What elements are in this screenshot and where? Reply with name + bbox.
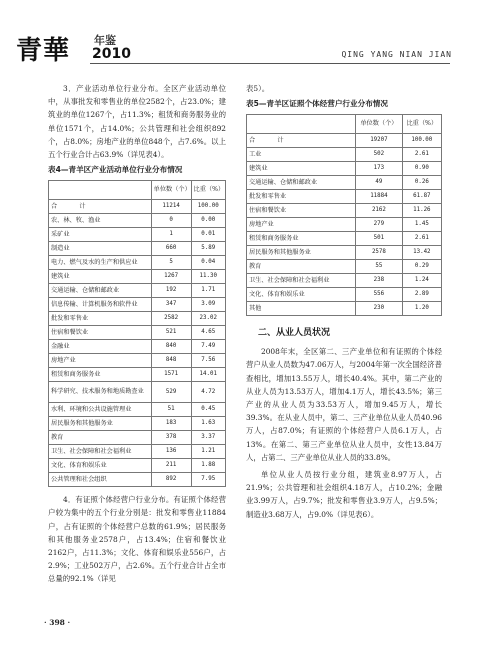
table5-count-cell: 11884: [356, 190, 402, 204]
table4-row: [49, 200, 226, 214]
table4-count-cell: 1571: [151, 368, 191, 382]
paragraph-unit-distribution: 3．产业活动单位行业分布。全区产业活动单位中，从事批发和零售业的单位2582个，占23.0%；建筑业的单位1267个，占11.3%；租赁和商务服务业的单位1571个，占14.0%；公共管理和社会组织892个，占8.0%；房地产业的单位848个，占7.6%。以上五个行业合计占63.9%（详见表4）。: [48, 84, 226, 160]
table5-count-cell: 2578: [356, 246, 402, 260]
paragraph-employees: 2008年末，全区第二、三产业单位和有证照的个体经营户从业人员数为47.06万人，与2004年第一次全国经济普查相比，增加13.55万人，增长40.4%。其中，第二产业的从业人员为13.53万人，增加4.1万人，增长43.5%；第三产业的从业人员为33.53万人，增加9.45万人，增长39.3%。在从业人员中，第二、三产业单位从业人员40.96万人，占87.0%；有证照的个体经营户人员6.1万人，占13%。在第二、第三产业单位从业人员中，女性13.84万人，占第二、三产业单位从业人员的33.8%。: [246, 347, 442, 462]
table4-header-count: 单位数（个）: [151, 181, 191, 200]
right-column: [246, 82, 442, 521]
yearbook-logo: [16, 30, 166, 66]
table5-industry-cell: 建筑业: [247, 162, 356, 176]
table4-row: [49, 417, 226, 431]
table4-ratio-cell: 7.95: [191, 473, 225, 487]
table5-industry-cell: 卫生、社会保障和社会福利业: [247, 274, 356, 288]
table4-count-cell: 529: [151, 382, 191, 403]
table5-ratio-cell: 1.45: [402, 218, 441, 232]
table5-title: 表5—青羊区证照个体经营户行业分布情况: [246, 99, 388, 109]
table5-ratio-cell: 0.90: [402, 162, 441, 176]
table5-ratio-cell: 13.42: [402, 246, 441, 260]
table4-ratio-cell: 14.01: [191, 368, 225, 382]
table4-row: [49, 270, 226, 284]
table5-count-cell: 55: [356, 260, 402, 274]
table5-count-cell: 502: [356, 148, 402, 162]
table4-ratio-cell: 0.00: [191, 214, 225, 228]
table4-count-cell: 5: [151, 256, 191, 270]
table5-row: [247, 232, 442, 246]
paragraph-continuation: 表5）。: [246, 84, 270, 93]
table5-industry-cell: 其他: [247, 302, 356, 316]
table4-count-cell: 192: [151, 284, 191, 298]
table5-industry-cell: 教育: [247, 260, 356, 274]
table4: [48, 180, 226, 487]
table4-industry-cell: 信息传输、计算机服务和软件业: [49, 298, 152, 312]
table5-ratio-cell: 2.61: [402, 148, 441, 162]
table5-ratio-cell: 61.87: [402, 190, 441, 204]
table4-industry-cell: 卫生、社会保障和社会福利业: [49, 445, 152, 459]
table4-row: [49, 354, 226, 368]
table4-ratio-cell: 1.71: [191, 284, 225, 298]
table5-industry-cell: 文化、体育和娱乐业: [247, 288, 356, 302]
table5-ratio-cell: 0.29: [402, 260, 441, 274]
table4-row: [49, 284, 226, 298]
table5-count-cell: 238: [356, 274, 402, 288]
table4-industry-cell: 制造业: [49, 242, 152, 256]
table5-row: [247, 134, 442, 148]
table4-industry-cell: 农、林、牧、渔业: [49, 214, 152, 228]
table5-industry-cell: 合 计: [247, 134, 356, 148]
logo-year: 2010: [92, 46, 131, 62]
paragraph-individual-distribution: 4．有证照个体经营户行业分布。有证照个体经营户较为集中的五个行业分别是：批发和零售业11884户，占有证照的个体经营户总数的61.9%；居民服务和其他服务业2578户，占13.4%；住宿和餐饮业2162户，占11.3%；文化、体育和娱乐业556户，占2.9%；工业502万户，占2.6%。五个行业合计占全市总量的92.1%（详见: [48, 495, 226, 584]
table5-count-cell: 501: [356, 232, 402, 246]
table4-industry-cell: 公共管理和社会组织: [49, 473, 152, 487]
table4-ratio-cell: 100.00: [191, 200, 225, 214]
table4-industry-cell: 建筑业: [49, 270, 152, 284]
table4-row: [49, 459, 226, 473]
table4-count-cell: 2582: [151, 312, 191, 326]
table5-industry-cell: 交通运输、仓储和邮政业: [247, 176, 356, 190]
table5-industry-cell: 住宿和餐饮业: [247, 204, 356, 218]
table4-ratio-cell: 11.30: [191, 270, 225, 284]
table4-count-cell: 51: [151, 403, 191, 417]
table4-ratio-cell: 5.89: [191, 242, 225, 256]
table4-ratio-cell: 3.09: [191, 298, 225, 312]
table5-row: [247, 260, 442, 274]
table4-industry-cell: 水利、环境和公共设施管理业: [49, 403, 152, 417]
table5-count-cell: 556: [356, 288, 402, 302]
table5-ratio-cell: 2.89: [402, 288, 441, 302]
table4-row: [49, 382, 226, 403]
table4-industry-cell: 房地产业: [49, 354, 152, 368]
table4-ratio-cell: 0.04: [191, 256, 225, 270]
table4-count-cell: 136: [151, 445, 191, 459]
table4-count-cell: 378: [151, 431, 191, 445]
table5-ratio-cell: 2.61: [402, 232, 441, 246]
page-number: · 398 ·: [44, 618, 71, 627]
table4-row: [49, 242, 226, 256]
table4-industry-cell: 文化、体育和娱乐业: [49, 459, 152, 473]
table5-row: [247, 176, 442, 190]
table5-row: [247, 162, 442, 176]
logo-nianjian: 年鉴: [94, 34, 116, 47]
table4-row: [49, 214, 226, 228]
table4-ratio-cell: 7.56: [191, 354, 225, 368]
table4-row: [49, 473, 226, 487]
table5-industry-cell: 工业: [247, 148, 356, 162]
table4-ratio-cell: 4.72: [191, 382, 225, 403]
table4-row: [49, 445, 226, 459]
table4-industry-cell: 租赁和商务服务业: [49, 368, 152, 382]
table4-count-cell: 892: [151, 473, 191, 487]
table4-industry-cell: 住宿和餐饮业: [49, 326, 152, 340]
table4-row: [49, 326, 226, 340]
table4-industry-cell: 居民服务和其他服务业: [49, 417, 152, 431]
table4-ratio-cell: 1.21: [191, 445, 225, 459]
table4-industry-cell: 电力、燃气及水的生产和供应业: [49, 256, 152, 270]
table5-count-cell: 173: [356, 162, 402, 176]
table4-industry-cell: 交通运输、仓储和邮政业: [49, 284, 152, 298]
table4-row: [49, 298, 226, 312]
table5-header-count: 单位数（个）: [356, 115, 402, 134]
table5-header-row: [247, 115, 442, 134]
table4-count-cell: 521: [151, 326, 191, 340]
table4-ratio-cell: 3.37: [191, 431, 225, 445]
table4-ratio-cell: 7.49: [191, 340, 225, 354]
table4-header-empty: [49, 181, 152, 200]
table4-industry-cell: 教育: [49, 431, 152, 445]
table5-count-cell: 279: [356, 218, 402, 232]
table4-row: [49, 228, 226, 242]
table5-count-cell: 2162: [356, 204, 402, 218]
table5-ratio-cell: 1.20: [402, 302, 441, 316]
page-header: [0, 0, 480, 75]
table5-row: [247, 218, 442, 232]
left-column: [48, 82, 226, 586]
table5-count-cell: 230: [356, 302, 402, 316]
table4-row: [49, 312, 226, 326]
table4-ratio-cell: 1.63: [191, 417, 225, 431]
paragraph-employees-by-industry: 单位从业人员按行业分组，建筑业8.97万人，占21.9%；公共管理和社会组织4.18万人，占10.2%；金融业3.99万人，占9.7%；批发和零售业3.9万人，占9.5%；制造业3.68万人，占9.0%（详见表6）。: [246, 470, 442, 519]
table4-header-row: [49, 181, 226, 200]
header-rule: [90, 63, 450, 64]
table4-industry-cell: 科学研究、技术服务和地质勘查业: [49, 382, 152, 403]
table4-industry-cell: 金融业: [49, 340, 152, 354]
table5-row: [247, 274, 442, 288]
table4-row: [49, 340, 226, 354]
table4-count-cell: 840: [151, 340, 191, 354]
table4-row: [49, 403, 226, 417]
table5-row: [247, 246, 442, 260]
table5: [246, 114, 442, 316]
table5-count-cell: 19207: [356, 134, 402, 148]
section-title-employees: 二、从业人员状况: [258, 328, 331, 339]
table5-header-empty: [247, 115, 356, 134]
table5-industry-cell: 房地产业: [247, 218, 356, 232]
table4-count-cell: 1: [151, 228, 191, 242]
table4-ratio-cell: 23.02: [191, 312, 225, 326]
table5-row: [247, 288, 442, 302]
table4-count-cell: 211: [151, 459, 191, 473]
table4-count-cell: 11214: [151, 200, 191, 214]
table4-count-cell: 1267: [151, 270, 191, 284]
table4-industry-cell: 采矿业: [49, 228, 152, 242]
table5-header-ratio: 比重（%）: [402, 115, 441, 134]
table5-ratio-cell: 0.26: [402, 176, 441, 190]
table4-row: [49, 368, 226, 382]
table4-industry-cell: 批发和零售业: [49, 312, 152, 326]
table5-row: [247, 148, 442, 162]
table4-title: 表4—青羊区产业活动单位行业分布情况: [48, 165, 183, 175]
logo-brush-text: 青華: [16, 36, 71, 66]
table4-count-cell: 660: [151, 242, 191, 256]
table5-row: [247, 204, 442, 218]
table4-ratio-cell: 1.88: [191, 459, 225, 473]
table4-row: [49, 256, 226, 270]
table4-industry-cell: 合 计: [49, 200, 152, 214]
table5-industry-cell: 批发和零售业: [247, 190, 356, 204]
table5-ratio-cell: 1.24: [402, 274, 441, 288]
table4-count-cell: 0: [151, 214, 191, 228]
table4-ratio-cell: 4.65: [191, 326, 225, 340]
table4-ratio-cell: 0.45: [191, 403, 225, 417]
table4-count-cell: 848: [151, 354, 191, 368]
table4-header-ratio: 比重（%）: [191, 181, 225, 200]
table5-industry-cell: 租赁和商务服务业: [247, 232, 356, 246]
table4-count-cell: 347: [151, 298, 191, 312]
table4-count-cell: 183: [151, 417, 191, 431]
table5-ratio-cell: 100.00: [402, 134, 441, 148]
table5-row: [247, 302, 442, 316]
table5-count-cell: 49: [356, 176, 402, 190]
running-title: QING YANG NIAN JIAN: [341, 50, 452, 59]
table4-ratio-cell: 0.01: [191, 228, 225, 242]
table5-row: [247, 190, 442, 204]
table5-ratio-cell: 11.26: [402, 204, 441, 218]
table5-industry-cell: 居民服务和其他服务业: [247, 246, 356, 260]
table4-row: [49, 431, 226, 445]
